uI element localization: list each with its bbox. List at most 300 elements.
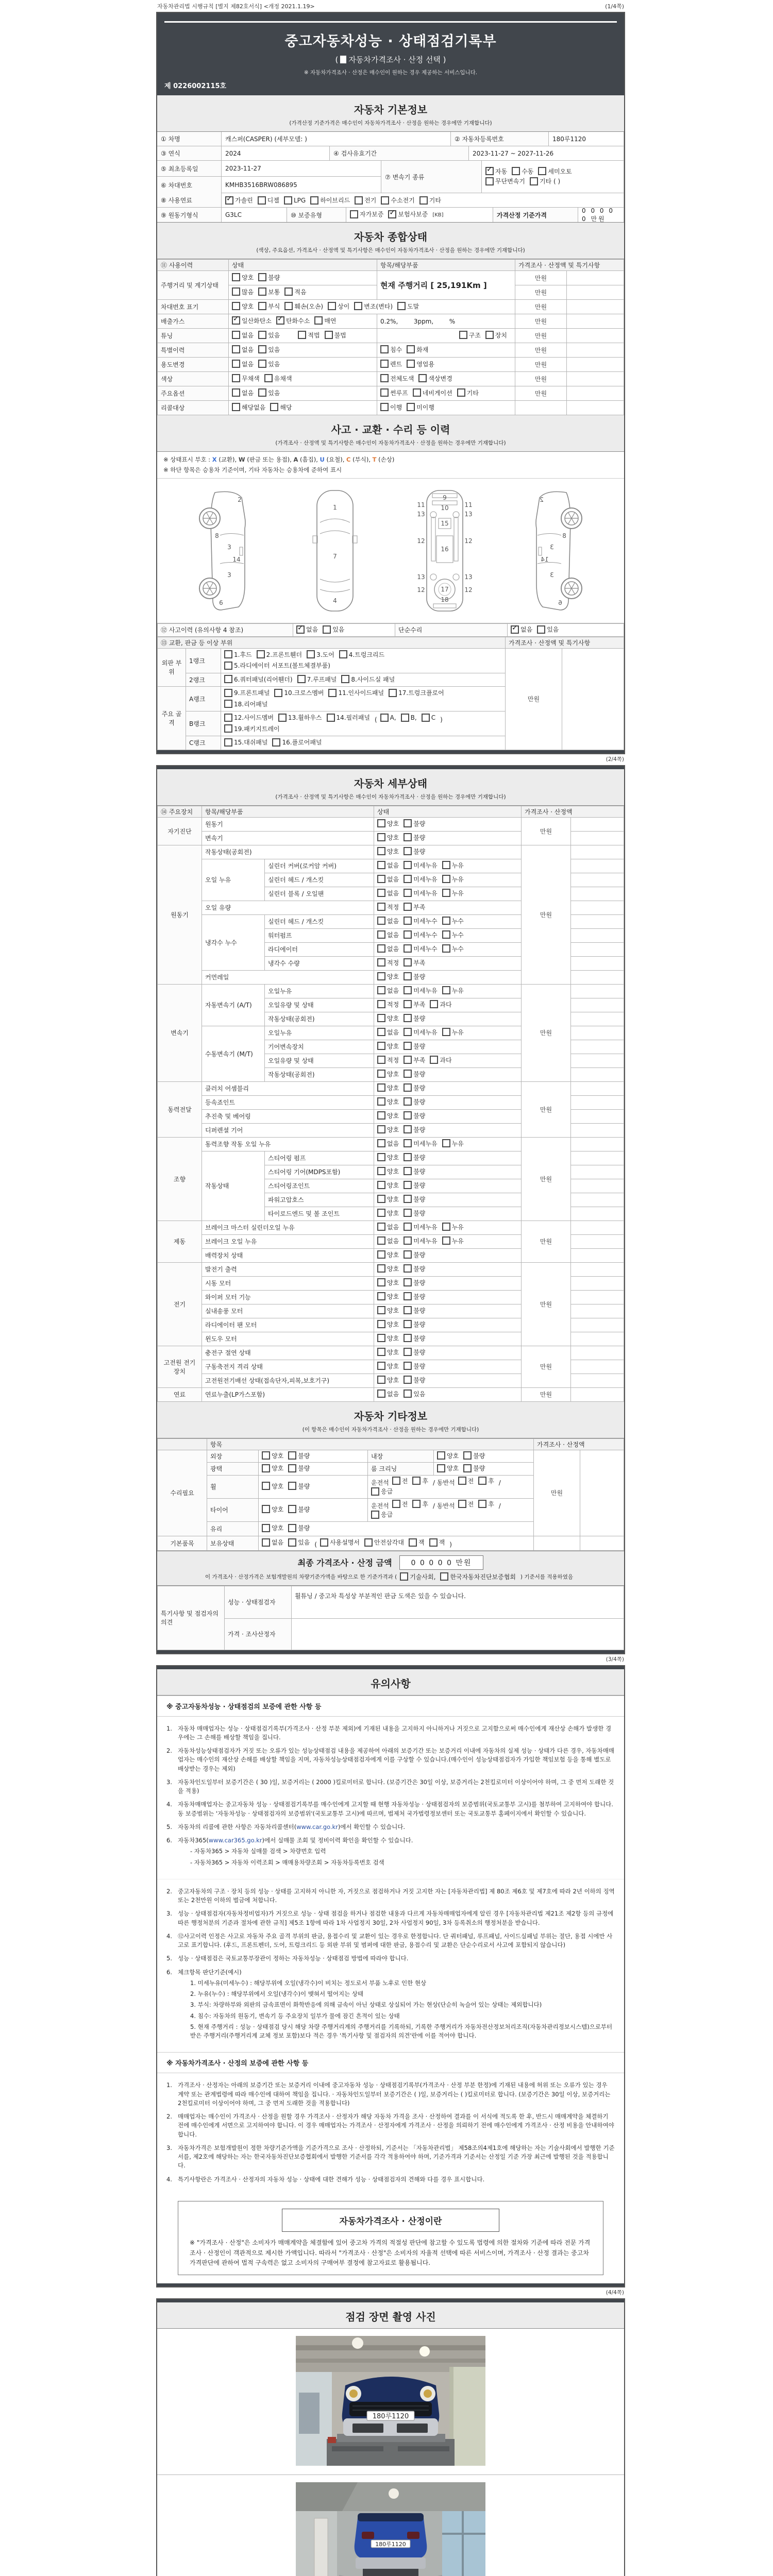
checkbox-있음[interactable]: 있음 bbox=[258, 388, 280, 397]
checkbox-부족[interactable]: 부족 bbox=[404, 1000, 425, 1009]
checkbox-기술사회,[interactable]: 기술사회, bbox=[400, 1572, 435, 1581]
checkbox-양호[interactable]: 양호 bbox=[232, 273, 254, 282]
panel-number: 3 bbox=[227, 544, 231, 551]
checkbox-미세누유[interactable]: 미세누유 bbox=[404, 1223, 437, 1231]
checkbox-14.필러패널[interactable]: 14.필러패널 bbox=[327, 713, 370, 722]
checkbox-적정[interactable]: 적정 bbox=[377, 903, 399, 911]
checkbox-수동[interactable]: 수동 bbox=[512, 167, 533, 176]
panel-number: 14 bbox=[232, 556, 241, 564]
checkbox-C[interactable]: C bbox=[422, 714, 435, 722]
checkbox-불량[interactable]: 불량 bbox=[404, 1320, 425, 1329]
checkbox-부족[interactable]: 부족 bbox=[404, 1056, 425, 1064]
table-row: 실린더 헤드 / 개스킷 없음 미세누유 누유 bbox=[158, 873, 624, 887]
checkbox-17.트렁크플로어[interactable]: 17.트렁크플로어 bbox=[389, 688, 444, 697]
checkbox-미이행[interactable]: 미이행 bbox=[407, 403, 434, 412]
checkbox-응급[interactable]: 응급 bbox=[371, 1510, 393, 1519]
transmission-label: ⑦ 변속기 종류 bbox=[381, 161, 482, 193]
checkbox-19.패키지트레이[interactable]: 19.패키지트레이 bbox=[224, 724, 280, 733]
checkbox-누유[interactable]: 누유 bbox=[442, 861, 464, 870]
table-row: 실내송풍 모터 양호 불량 bbox=[158, 1304, 624, 1318]
checkbox-해당없음[interactable]: 해당없음 bbox=[232, 403, 265, 412]
inspect-label: ④ 검사유효기간 bbox=[330, 146, 469, 160]
checkbox-보통[interactable]: 보통 bbox=[258, 287, 280, 296]
state-code-A: A bbox=[293, 456, 298, 463]
table-row: 냉각수 수량 적정 부족 bbox=[158, 956, 624, 970]
checkbox-불량[interactable]: 불량 bbox=[258, 273, 280, 282]
table-row: 연료 연료누출(LP가스포함) 없음 있음 만원 bbox=[158, 1387, 624, 1401]
checkbox-없음[interactable]: 없음 bbox=[377, 1389, 399, 1398]
checkbox-12.사이드멤버[interactable]: 12.사이드멤버 bbox=[224, 713, 274, 722]
checkbox-양호[interactable]: 양호 bbox=[377, 1097, 399, 1106]
checkbox-양호[interactable]: 양호 bbox=[377, 1111, 399, 1120]
checkbox-불량[interactable]: 불량 bbox=[404, 1083, 425, 1092]
checkbox-누유[interactable]: 누유 bbox=[442, 986, 464, 995]
checkbox-불량[interactable]: 불량 bbox=[404, 1278, 425, 1287]
checkbox-불량[interactable]: 불량 bbox=[404, 1334, 425, 1343]
checkbox-불량[interactable]: 불량 bbox=[404, 1153, 425, 1162]
table-row: 원동기 작동상태(공회전) 양호 불량 만원 bbox=[158, 845, 624, 859]
exchange-price-header: 가격조사 · 산정액 및 특기사항 bbox=[506, 637, 624, 648]
first-reg-value: 2023-11-27 bbox=[222, 161, 381, 176]
checkbox-전체도색[interactable]: 전체도색 bbox=[380, 374, 414, 383]
fuel-label: ⑧ 사용연료 bbox=[157, 193, 222, 207]
checkbox-양호[interactable]: 양호 bbox=[377, 1278, 399, 1287]
table-row: 전기 발전기 출력 양호 불량 만원 bbox=[158, 1262, 624, 1276]
table-row: 작동상태(공회전) 양호 불량 bbox=[158, 1012, 624, 1026]
checkbox-10.크로스멤버[interactable]: 10.크로스멤버 bbox=[274, 688, 324, 697]
table-row: 차대번호 표기 양호 부식 훼손(오손) 상이 변조(변타) 도말 만원 bbox=[158, 300, 624, 314]
checkbox-불량[interactable]: 불량 bbox=[463, 1464, 485, 1472]
checkbox-없음[interactable]: 없음 bbox=[377, 930, 399, 939]
checkbox-있음[interactable]: 있음 bbox=[258, 331, 280, 340]
notice-sec1-title: ※ 중고자동차성능 · 상태점검의 보증에 관한 사항 등 bbox=[157, 1696, 624, 1717]
checkbox-9.프론트패널[interactable]: 9.프론트패널 bbox=[224, 688, 270, 697]
panel-number: 12 bbox=[464, 537, 473, 545]
engine-label: ⑨ 원동기형식 bbox=[157, 208, 222, 222]
checkbox-전[interactable]: 전 bbox=[458, 1500, 474, 1509]
checkbox-양호[interactable]: 양호 bbox=[377, 1209, 399, 1217]
checkbox-없음[interactable]: 없음 bbox=[262, 1538, 283, 1547]
page-4 bbox=[156, 2298, 625, 2576]
checkbox-불량[interactable]: 불량 bbox=[404, 1362, 425, 1370]
checkbox-양호[interactable]: 양호 bbox=[377, 1167, 399, 1176]
checkbox-색상변경[interactable]: 색상변경 bbox=[418, 374, 452, 383]
panel-number: 1 bbox=[333, 504, 337, 512]
checkbox-적정[interactable]: 적정 bbox=[377, 958, 399, 967]
state-code-T: T bbox=[372, 456, 377, 463]
table-row: 외판 부위 1랭크 1.후드 2.프론트휀더 3.도어 4.트렁크리드 5.라디에이터 서포트(볼트체결부품) 만원 bbox=[158, 648, 624, 673]
checkbox-불량[interactable]: 불량 bbox=[404, 1125, 425, 1134]
table-row: 등속죠인트 양호 불량 bbox=[158, 1095, 624, 1109]
panel-number: 8 bbox=[562, 532, 566, 540]
checkbox-불량[interactable]: 불량 bbox=[404, 1348, 425, 1357]
checkbox-13.휠하우스[interactable]: 13.휠하우스 bbox=[278, 713, 322, 722]
checkbox-불량[interactable]: 불량 bbox=[404, 847, 425, 856]
checkbox-전[interactable]: 전 bbox=[392, 1500, 408, 1509]
checkbox-불량[interactable]: 불량 bbox=[404, 1111, 425, 1120]
table-row: 주요 골격 A랭크 9.프론트패널 10.크로스멤버 11.인사이드패널 17.트렁크플로어 18.리어패널 bbox=[158, 687, 624, 711]
checkbox-없음[interactable]: 없음 bbox=[377, 944, 399, 953]
checkbox-LPG[interactable]: LPG bbox=[284, 196, 306, 205]
checkbox-있음[interactable]: 있음 bbox=[288, 1538, 310, 1547]
checkbox-누수[interactable]: 누수 bbox=[442, 917, 464, 925]
checkbox-누유[interactable]: 누유 bbox=[442, 1139, 464, 1148]
first-reg-label: ⑤ 최초등록일 bbox=[157, 161, 222, 176]
panel-number: 12 bbox=[417, 537, 425, 545]
checkbox-3.도어[interactable]: 3.도어 bbox=[307, 650, 334, 659]
table-row: 유리 양호 불량 bbox=[158, 1521, 624, 1536]
table-row: 오일유량 및 상태 적정 부족 과다 bbox=[158, 1054, 624, 1067]
checkbox-있음[interactable]: 있음 bbox=[323, 625, 344, 634]
checkbox-상이[interactable]: 상이 bbox=[328, 302, 349, 311]
checkbox-기타[interactable]: 기타 bbox=[457, 388, 479, 397]
checkbox-없음[interactable]: 없음 bbox=[232, 331, 254, 340]
checkbox-없음[interactable]: 없음 bbox=[377, 875, 399, 884]
panel-number: 4 bbox=[333, 597, 337, 605]
checkbox-불량[interactable]: 불량 bbox=[404, 819, 425, 828]
checkbox-잭[interactable]: 잭 bbox=[429, 1538, 445, 1547]
checkbox-누유[interactable]: 누유 bbox=[442, 889, 464, 897]
checkbox-잭[interactable]: 잭 bbox=[409, 1538, 425, 1547]
panel-number: 18 bbox=[441, 596, 449, 604]
select-checkbox[interactable] bbox=[340, 56, 346, 63]
state-code-legend: ※ 상태표시 부호 : X (교환), W (판금 또는 용접), A (흠집), U (요철), C (부식), T (손상) ※ 하단 항목은 승용차 기준이며, 기타 자동차는 승용차에 준하여 표시 bbox=[157, 452, 624, 479]
panel-number: 15 bbox=[441, 520, 449, 528]
checkbox-많음[interactable]: 많음 bbox=[232, 287, 254, 296]
checkbox-후[interactable]: 후 bbox=[478, 1477, 494, 1485]
checkbox-불량[interactable]: 불량 bbox=[288, 1482, 310, 1490]
checkbox-양호[interactable]: 양호 bbox=[377, 1250, 399, 1259]
checkbox-양호[interactable]: 양호 bbox=[377, 1083, 399, 1092]
panel-number: 2 bbox=[540, 496, 544, 504]
checkbox-A,[interactable]: A, bbox=[380, 714, 396, 722]
table-row: 스티어링조인트 양호 불량 bbox=[158, 1179, 624, 1193]
checkbox-없음[interactable]: 없음 bbox=[377, 917, 399, 925]
checkbox-응급[interactable]: 응급 bbox=[371, 1487, 393, 1496]
panel-number: 3 bbox=[550, 571, 554, 579]
checkbox-해당[interactable]: 해당 bbox=[270, 403, 292, 412]
checkbox-없음[interactable]: 없음 bbox=[232, 345, 254, 354]
checkbox-양호[interactable]: 양호 bbox=[232, 302, 254, 311]
checkbox-가솔린[interactable]: ✓ 가솔린 bbox=[225, 196, 253, 205]
checkbox-양호[interactable]: 양호 bbox=[262, 1464, 283, 1472]
checkbox-없음[interactable]: 없음 bbox=[232, 360, 254, 368]
year-label: ③ 연식 bbox=[157, 146, 222, 160]
checkbox-5.라디에이터 서포트(볼트체결부품)[interactable]: 5.라디에이터 서포트(볼트체결부품) bbox=[224, 661, 330, 670]
checkbox-불량[interactable]: 불량 bbox=[463, 1451, 485, 1460]
checkbox-불량[interactable]: 불량 bbox=[404, 1014, 425, 1023]
checkbox-부족[interactable]: 부족 bbox=[404, 903, 425, 911]
checkbox-양호[interactable]: 양호 bbox=[262, 1505, 283, 1514]
checkbox-8.사이드실 패널[interactable]: 8.사이드실 패널 bbox=[341, 675, 395, 684]
checkbox-적법[interactable]: 적법 bbox=[298, 331, 320, 340]
checkbox-없음[interactable]: 없음 bbox=[377, 1223, 399, 1231]
checkbox-불량[interactable]: 불량 bbox=[288, 1451, 310, 1460]
year-value: 2024 bbox=[222, 146, 330, 160]
checkbox-탄화수소[interactable]: ✓ 탄화수소 bbox=[276, 316, 310, 325]
table-row: 수동변속기 (M/T) 오일누유 없음 미세누유 누유 bbox=[158, 1026, 624, 1040]
checkbox-불량[interactable]: 불량 bbox=[288, 1464, 310, 1472]
top-meta bbox=[156, 0, 625, 12]
checkbox-양호[interactable]: 양호 bbox=[377, 847, 399, 856]
fuel-options bbox=[222, 193, 624, 207]
checkbox-양호[interactable]: 양호 bbox=[377, 1264, 399, 1273]
checkbox-양호[interactable]: 양호 bbox=[377, 1042, 399, 1050]
checkbox-보험사보증[interactable]: ✓ 보험사보증 bbox=[388, 210, 428, 218]
final-price-note: 이 가격조사 · 산정가격은 보험개발원의 차량기준가액을 바탕으로 한 기준가격과 ( 기술사회, 한국자동차진단보증협회 ) 기준서를 적용하였음 bbox=[205, 1573, 573, 1581]
checkbox-불량[interactable]: 불량 bbox=[404, 1376, 425, 1384]
checkbox-양호[interactable]: 양호 bbox=[377, 1070, 399, 1078]
checkbox-양호[interactable]: 양호 bbox=[377, 1376, 399, 1384]
car-bottom-view bbox=[411, 486, 479, 615]
checkbox-미세누유[interactable]: 미세누유 bbox=[404, 861, 437, 870]
checkbox-15.대쉬패널[interactable]: 15.대쉬패널 bbox=[224, 738, 267, 747]
checkbox-미세누유[interactable]: 미세누유 bbox=[404, 889, 437, 897]
checkbox-미세누유[interactable]: 미세누유 bbox=[404, 875, 437, 884]
vin-label: ⑥ 차대번호 bbox=[157, 177, 222, 193]
checkbox-무채색[interactable]: 무채색 bbox=[232, 374, 260, 383]
table-row: 실린더 블록 / 오일팬 없음 미세누유 누유 bbox=[158, 887, 624, 901]
checkbox-없음[interactable]: 없음 bbox=[377, 889, 399, 897]
table-row: 광택 양호 불량 룸 크리닝 양호 불량 bbox=[158, 1463, 624, 1476]
checkbox-도말[interactable]: 도말 bbox=[397, 302, 419, 311]
checkbox-18.리어패널[interactable]: 18.리어패널 bbox=[224, 700, 267, 708]
checkbox-미세누수[interactable]: 미세누수 bbox=[404, 917, 437, 925]
checkbox-있음[interactable]: 있음 bbox=[258, 345, 280, 354]
checkbox-전[interactable]: 전 bbox=[458, 1477, 474, 1485]
checkbox-불량[interactable]: 불량 bbox=[404, 1306, 425, 1315]
checkbox-하이브리드[interactable]: 하이브리드 bbox=[310, 196, 350, 205]
panel-number: 9 bbox=[443, 494, 447, 502]
section-basic-title: 자동차 기본정보 (가격산정 기준가격은 매수인이 자동차가격조사 · 산정을 원하는 경우에만 기재합니다) bbox=[157, 95, 624, 132]
checkbox-이행[interactable]: 이행 bbox=[380, 403, 402, 412]
table-row: 리콜대상 해당없음 해당 이행 미이행 bbox=[158, 401, 624, 415]
checkbox-양호[interactable]: 양호 bbox=[377, 1125, 399, 1134]
checkbox-없음[interactable]: 없음 bbox=[377, 861, 399, 870]
checkbox-없음[interactable]: 없음 bbox=[377, 986, 399, 995]
notice-item: 2. 중고자동차의 구조 · 장치 등의 성능 · 상태를 고지하지 아니한 자, 거짓으로 점검하거나 거짓 고지한 자는 [자동차관리법] 제 80조 제6호 및 제7호에 따라 2년 이하의 징역 또는 2천만원 이하의 벌금에 처합니다. bbox=[166, 1887, 615, 1904]
etc-item-header: 항목 bbox=[207, 1438, 534, 1450]
table-row: 작동상태 스티어링 펌프 양호 불량 bbox=[158, 1151, 624, 1165]
checkbox-장치[interactable]: 장치 bbox=[485, 331, 507, 340]
checkbox-일산화탄소[interactable]: ✓ 일산화탄소 bbox=[232, 316, 272, 325]
checkbox-디젤[interactable]: 디젤 bbox=[258, 196, 279, 205]
checkbox-과다[interactable]: 과다 bbox=[430, 1056, 451, 1064]
checkbox-있음[interactable]: 있음 bbox=[258, 360, 280, 368]
checkbox-누유[interactable]: 누유 bbox=[442, 1236, 464, 1245]
checkbox-누수[interactable]: 누수 bbox=[442, 944, 464, 953]
checkbox-침수[interactable]: 침수 bbox=[380, 345, 402, 354]
checkbox-부족[interactable]: 부족 bbox=[404, 958, 425, 967]
final-price-label: 최종 가격조사 · 산정 금액 bbox=[297, 1558, 392, 1568]
checkbox-적음[interactable]: 적음 bbox=[284, 287, 306, 296]
notice-item: 5. 자동차의 리콜에 관한 사항은 자동차리콜센터(www.car.go.kr)에서 확인할 수 있습니다. bbox=[166, 1823, 406, 1831]
panel-number: 14 bbox=[541, 556, 549, 564]
etc-info-table bbox=[157, 1438, 624, 1551]
price-survey-select: ( 자동차가격조사 · 산정 선택 ) bbox=[335, 55, 446, 64]
checkbox-후[interactable]: 후 bbox=[412, 1477, 428, 1485]
section-accident-title: 사고 · 교환 · 수리 등 이력 (가격조사 · 산정액 및 특기사항은 매수인이 자동차가격조사 · 산정을 원하는 경우에만 기재합니다) bbox=[157, 415, 624, 452]
warranty-extra: [KB] bbox=[432, 212, 444, 218]
checkbox-훼손(오손)[interactable]: 훼손(오손) bbox=[284, 302, 323, 311]
checkbox-없음[interactable]: 없음 bbox=[377, 1028, 399, 1037]
notice-sec3-title: ※ 자동차가격조사 · 산정의 보증에 관한 사항 등 bbox=[157, 2052, 624, 2073]
checkbox-한국자동차진단보증협회[interactable]: 한국자동차진단보증협회 bbox=[440, 1572, 516, 1581]
checkbox-안전삼각대[interactable]: 안전삼각대 bbox=[364, 1538, 404, 1547]
checkbox-적정[interactable]: 적정 bbox=[377, 1056, 399, 1064]
checkbox-미세누유[interactable]: 미세누유 bbox=[404, 1139, 437, 1148]
checkbox-없음[interactable]: 없음 bbox=[377, 1139, 399, 1148]
checkbox-불량[interactable]: 불량 bbox=[404, 1250, 425, 1259]
checkbox-영업용[interactable]: 영업용 bbox=[407, 360, 434, 368]
checkbox-없음[interactable]: 없음 bbox=[377, 1236, 399, 1245]
checkbox-누수[interactable]: 누수 bbox=[442, 930, 464, 939]
checkbox-불량[interactable]: 불량 bbox=[288, 1505, 310, 1514]
checkbox-양호[interactable]: 양호 bbox=[262, 1451, 283, 1460]
checkbox-없음[interactable]: 없음 bbox=[232, 388, 254, 397]
inspect-value: 2023-11-27 ~ 2027-11-26 bbox=[469, 146, 624, 160]
checkbox-있음[interactable]: 있음 bbox=[404, 1389, 425, 1398]
checkbox-누유[interactable]: 누유 bbox=[442, 1028, 464, 1037]
notice-item: 3. 성능 · 상태점검자(자동차정비업자)가 거짓으로 성능 · 상태 점검을 하거나 점검한 내용과 다르게 자동차매매업자에게 알린 경우 [자동차관리법 제21조 제2항 등의 규정에 따른 행정처분의 기준과 절차에 관한 규칙] 제5조 1항에 따라 1차 사업정지 30일, 2차 사업정지 90일, 3차 등록취소의 행정처분을 받습니다. bbox=[166, 1910, 614, 1926]
checkbox-유채색[interactable]: 유채색 bbox=[264, 374, 292, 383]
checkbox-양호[interactable]: 양호 bbox=[377, 819, 399, 828]
checkbox-불법[interactable]: 불법 bbox=[325, 331, 346, 340]
checkbox-미세누유[interactable]: 미세누유 bbox=[404, 986, 437, 995]
checkbox-불량[interactable]: 불량 bbox=[288, 1523, 310, 1532]
checkbox-누유[interactable]: 누유 bbox=[442, 875, 464, 884]
notice-sec3-items bbox=[157, 2073, 624, 2194]
page-bottom-bar bbox=[157, 1650, 624, 1653]
checkbox-누유[interactable]: 누유 bbox=[442, 1223, 464, 1231]
checkbox-미세누수[interactable]: 미세누수 bbox=[404, 930, 437, 939]
checkbox-양호[interactable]: 양호 bbox=[377, 1014, 399, 1023]
table-row: 주행거리 및 계기상태 양호 불량 현재 주행거리 [ 25,191Km ] 만원 bbox=[158, 271, 624, 285]
checkbox-양호[interactable]: 양호 bbox=[377, 1153, 399, 1162]
checkbox-세미오토[interactable]: 세미오토 bbox=[538, 167, 572, 176]
checkbox-미세누수[interactable]: 미세누수 bbox=[404, 944, 437, 953]
checkbox-양호[interactable]: 양호 bbox=[377, 1292, 399, 1301]
checkbox-양호[interactable]: 양호 bbox=[377, 833, 399, 842]
checkbox-양호[interactable]: 양호 bbox=[377, 1362, 399, 1370]
checkbox-불량[interactable]: 불량 bbox=[404, 972, 425, 981]
checkbox-구조[interactable]: 구조 bbox=[459, 331, 481, 340]
section-photos-title: 점검 장면 촬영 사진 bbox=[157, 2302, 624, 2329]
table-row: 튜닝 없음 있음 적법 불법 구조 장치 만원 bbox=[158, 329, 624, 343]
reg-no-value: 180루1120 bbox=[549, 132, 624, 146]
checkbox-불량[interactable]: 불량 bbox=[404, 1167, 425, 1176]
checkbox-양호[interactable]: 양호 bbox=[377, 1306, 399, 1315]
checkbox-양호[interactable]: 양호 bbox=[377, 1320, 399, 1329]
table-row: 배출가스 ✓ 일산화탄소 ✓ 탄화수소 매연 0.2%, 3ppm, % 만원 bbox=[158, 314, 624, 329]
etc-price-header: 가격조사 · 산정액 bbox=[534, 1438, 624, 1450]
checkbox-양호[interactable]: 양호 bbox=[262, 1482, 283, 1490]
checkbox-미세누유[interactable]: 미세누유 bbox=[404, 1028, 437, 1037]
notice-subitem: - 자동차365 > 자동차 실매물 검색 > 차량번호 입력 bbox=[190, 1848, 326, 1855]
checkbox-불량[interactable]: 불량 bbox=[404, 1042, 425, 1050]
checkbox-불량[interactable]: 불량 bbox=[404, 1181, 425, 1190]
checkbox-네비게이션[interactable]: 네비게이션 bbox=[413, 388, 452, 397]
checkbox-B,[interactable]: B, bbox=[401, 714, 417, 722]
panel-number: 11 bbox=[417, 501, 425, 509]
checkbox-무단변속기[interactable]: 무단변속기 bbox=[485, 177, 525, 185]
checkbox-2.프론트휀더[interactable]: 2.프론트휀더 bbox=[257, 650, 302, 659]
panel-number: 10 bbox=[441, 504, 449, 512]
panel-number: 12 bbox=[417, 586, 425, 594]
checkbox-16.플로어패널[interactable]: 16.플로어패널 bbox=[272, 738, 322, 747]
checkbox-자동[interactable]: ✓ 자동 bbox=[485, 167, 507, 176]
panel-number: 6 bbox=[219, 599, 223, 607]
checkbox-미세누유[interactable]: 미세누유 bbox=[404, 1236, 437, 1245]
checkbox-양호[interactable]: 양호 bbox=[377, 1181, 399, 1190]
page-2 bbox=[156, 765, 625, 1654]
checkbox-7.루프패널[interactable]: 7.루프패널 bbox=[297, 675, 337, 684]
panel-number: 7 bbox=[333, 553, 337, 561]
notice-item: 5. 성능 · 상태점검은 국토교통부장관이 정하는 자동차성능 · 상태점검 방법에 따라야 합니다. bbox=[166, 1955, 409, 1962]
checkbox-수소전기[interactable]: 수소전기 bbox=[381, 196, 414, 205]
checkbox-부식[interactable]: 부식 bbox=[258, 302, 280, 311]
checkbox-후[interactable]: 후 bbox=[478, 1500, 494, 1509]
checkbox-전기[interactable]: 전기 bbox=[355, 196, 376, 205]
checkbox-불량[interactable]: 불량 bbox=[404, 833, 425, 842]
checkbox-자가보증[interactable]: 자가보증 bbox=[350, 210, 383, 218]
checkbox-양호[interactable]: 양호 bbox=[437, 1451, 459, 1460]
checkbox-양호[interactable]: 양호 bbox=[377, 972, 399, 981]
checkbox-11.인사이드패널[interactable]: 11.인사이드패널 bbox=[328, 688, 384, 697]
checkbox-화재[interactable]: 화재 bbox=[407, 345, 428, 354]
checkbox-기타[interactable]: 기타 bbox=[419, 196, 441, 205]
accident-history-label: ⑫ 사고이력 (유의사항 4 참조) bbox=[158, 624, 293, 637]
checkbox-불량[interactable]: 불량 bbox=[404, 1195, 425, 1204]
checkbox-양호[interactable]: 양호 bbox=[262, 1523, 283, 1532]
checkbox-후[interactable]: 후 bbox=[412, 1500, 428, 1509]
state-code-C: C bbox=[346, 456, 351, 463]
checkbox-과다[interactable]: 과다 bbox=[430, 1000, 451, 1009]
checkbox-있음[interactable]: 있음 bbox=[537, 625, 559, 634]
checkbox-썬루프[interactable]: 썬루프 bbox=[380, 388, 408, 397]
table-row bbox=[158, 1618, 624, 1650]
inspector-label: 성능 · 상태점검자 bbox=[225, 1586, 292, 1618]
checkbox-변조(변타)[interactable]: 변조(변타) bbox=[354, 302, 393, 311]
document-sheet bbox=[156, 0, 625, 2576]
panel-number: 3 bbox=[550, 544, 554, 551]
checkbox-양호[interactable]: 양호 bbox=[377, 1195, 399, 1204]
checkbox-전[interactable]: 전 bbox=[392, 1477, 408, 1485]
checkbox-양호[interactable]: 양호 bbox=[377, 1334, 399, 1343]
checkbox-불량[interactable]: 불량 bbox=[404, 1292, 425, 1301]
checkbox-매연[interactable]: 매연 bbox=[314, 316, 336, 325]
checkbox-불량[interactable]: 불량 bbox=[404, 1070, 425, 1078]
inspection-photo-front bbox=[157, 2329, 624, 2475]
checkbox-불량[interactable]: 불량 bbox=[404, 1097, 425, 1106]
checkbox-4.트렁크리드[interactable]: 4.트렁크리드 bbox=[339, 650, 384, 659]
table-row: 추진축 및 베어링 양호 불량 bbox=[158, 1109, 624, 1123]
checkbox-사용설명서[interactable]: 사용설명서 bbox=[320, 1538, 360, 1547]
engine-value: G3LC bbox=[222, 208, 287, 222]
checkbox-없음[interactable]: ✓ 없음 bbox=[511, 625, 532, 634]
checkbox-6.쿼터패널(리어휀더)[interactable]: 6.쿼터패널(리어휀더) bbox=[224, 675, 293, 684]
checkbox-양호[interactable]: 양호 bbox=[377, 1348, 399, 1357]
checkbox-불량[interactable]: 불량 bbox=[404, 1209, 425, 1217]
checkbox-1.후드[interactable]: 1.후드 bbox=[224, 650, 252, 659]
checkbox-렌트[interactable]: 렌트 bbox=[380, 360, 402, 368]
checkbox-양호[interactable]: 양호 bbox=[437, 1464, 459, 1472]
checkbox-없음[interactable]: ✓ 없음 bbox=[296, 625, 318, 634]
checkbox-불량[interactable]: 불량 bbox=[404, 1264, 425, 1273]
checkbox-적정[interactable]: 적정 bbox=[377, 1000, 399, 1009]
checkbox-기타 ( )[interactable]: 기타 ( ) bbox=[530, 177, 560, 185]
notice-item: 2. 매매업자는 매수인이 가격조사 · 산정을 원할 경우 가격조사 · 산정자가 해당 자동차 가격을 조사 · 산정하여 결과를 이 서식에 적도록 한 후, 반드시 매매계약을 체결하기 전에 매수인에게 서면으로 고지하여야 합니다. 이 경우 매매업자는 가격조사 · 산정자에게 가격조사 · 산정을 의뢰하기 전에 매수인에게 가격조사 · 산정 비용을 안내하여야 합니다. bbox=[166, 2113, 614, 2138]
